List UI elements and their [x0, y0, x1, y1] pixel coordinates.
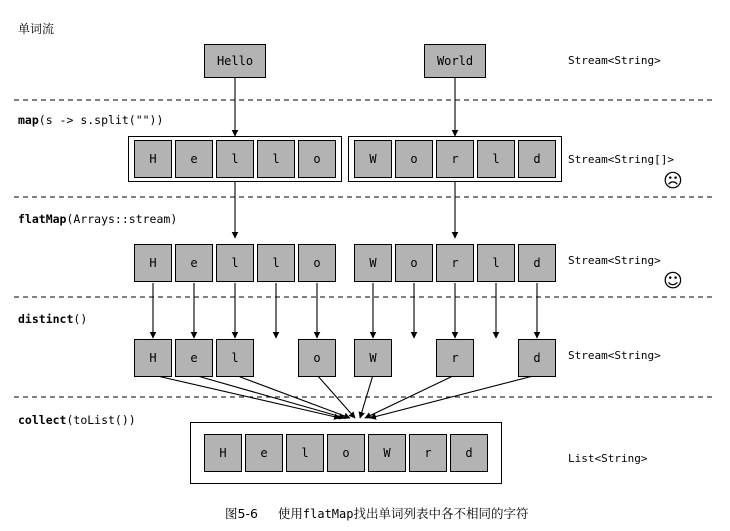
happy-face-icon: ☺ — [663, 270, 683, 292]
array-cell: l — [477, 140, 515, 178]
type-label-stream-string-array: Stream<String[]> — [568, 153, 674, 166]
diagram-title: 单词流 — [18, 22, 55, 36]
caption-text-before: 使用 — [277, 506, 303, 521]
result-cell: l — [286, 434, 324, 472]
array-cell: l — [257, 140, 295, 178]
type-label-stream-string-3: Stream<String> — [568, 349, 661, 362]
char-cell: o — [395, 244, 433, 282]
caption-text-after: 找出单词列表中各不相同的字符 — [353, 506, 529, 521]
result-cell: d — [450, 434, 488, 472]
distinct-cell: l — [216, 339, 254, 377]
array-cell: r — [436, 140, 474, 178]
distinct-cell: H — [134, 339, 172, 377]
array-cell: d — [518, 140, 556, 178]
distinct-cell: e — [175, 339, 213, 377]
char-cell: e — [175, 244, 213, 282]
char-cell: d — [518, 244, 556, 282]
result-cell: H — [204, 434, 242, 472]
array-cell: l — [216, 140, 254, 178]
distinct-cell: d — [518, 339, 556, 377]
word-box-world: World — [424, 44, 486, 78]
operation-flatmap: flatMap(Arrays::stream) — [18, 212, 178, 226]
operation-map: map(s -> s.split("")) — [18, 113, 164, 127]
char-cell: l — [257, 244, 295, 282]
array-cell: H — [134, 140, 172, 178]
operation-collect: collect(toList()) — [18, 413, 136, 427]
char-cell: r — [436, 244, 474, 282]
sad-face-icon: ☹ — [663, 170, 683, 192]
type-label-stream-string-2: Stream<String> — [568, 254, 661, 267]
distinct-cell: r — [436, 339, 474, 377]
array-cell: o — [395, 140, 433, 178]
type-label-list-string: List<String> — [568, 452, 648, 465]
distinct-cell: W — [354, 339, 392, 377]
char-cell: o — [298, 244, 336, 282]
char-cell: W — [354, 244, 392, 282]
result-cell: r — [409, 434, 447, 472]
char-cell: l — [216, 244, 254, 282]
char-cell: H — [134, 244, 172, 282]
result-cell: o — [327, 434, 365, 472]
array-cell: W — [354, 140, 392, 178]
array-cell: o — [298, 140, 336, 178]
figure-caption — [225, 504, 529, 522]
type-label-stream-string-1: Stream<String> — [568, 54, 661, 67]
char-cell: l — [477, 244, 515, 282]
result-cell: e — [245, 434, 283, 472]
caption-number: 图5-6 — [225, 506, 258, 521]
operation-distinct: distinct() — [18, 312, 88, 326]
caption-method-name: flatMap — [302, 507, 354, 521]
distinct-cell: o — [298, 339, 336, 377]
result-cell: W — [368, 434, 406, 472]
word-box-hello: Hello — [204, 44, 266, 78]
array-cell: e — [175, 140, 213, 178]
